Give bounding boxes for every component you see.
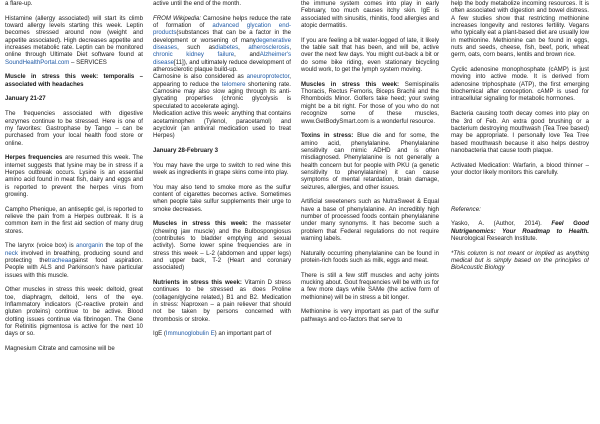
telomere-link[interactable]: telomere — [221, 80, 246, 88]
reference-heading: Reference: — [451, 205, 481, 213]
paragraph — [153, 220, 291, 271]
paragraph: help the body metabolize incoming resources. It is often associated with digestion and bowel distress. A few studies show that restricting methionine increases longevity and restores fertility. Vegans who typically eat a plant-based diet are usually low in methionine. Methionine can be found in eggs, nuts and seeds, cheese, fish, beef, pork, wheat germ, oats, corn beans, lentils and brown rice. — [451, 0, 589, 59]
bold-lead: Nutrients in stress this week: — [153, 279, 242, 287]
kidney-failure-link[interactable]: chronic kidney failure — [153, 51, 235, 59]
atherosclerosis-link[interactable]: atherosclerosis — [248, 44, 290, 52]
paragraph: Methionine is very important as part of the sulfur pathways and co-factors that serve to — [301, 308, 439, 323]
text: [11]), and ultimately reduce development of atherosclerotic plaque build-up. — [153, 58, 291, 74]
text: Yasko, A. (Author, 2014). — [451, 220, 552, 228]
paragraph: a flare-up. — [5, 0, 33, 7]
paragraph: Artificial sweeteners such as NutraSweet & Equal have a base of phenylalanine. An incredibly high number of processed foods contain phenylalanine under many synonyms. It has become such a problem that Federal regulations do not require warning labels. — [301, 198, 439, 242]
date-heading: January 21-27 — [5, 95, 46, 103]
text: Carnosine helps reduce the rate of formation of — [153, 14, 291, 30]
text: Neurological Research Institute. — [451, 235, 538, 242]
diabetes-link[interactable]: diabetes — [215, 44, 239, 52]
paragraph — [153, 279, 291, 323]
neck-link[interactable]: neck — [5, 249, 18, 257]
reference-citation — [451, 220, 589, 242]
text: Vitamin D stress continues to be stressed as does Proline (collagen/glycine related,) B1 and B2. Medication in stress: Naproxen – a pain reliever that should not be taken by persons concerned with thrombosis or stroke. — [153, 279, 291, 323]
text: The larynx (voice box) is — [5, 242, 76, 250]
disclaimer-note: *This column is not meant or implied as anything medical but is simply based on the principles of BioAcoustic Biology — [451, 249, 589, 272]
paragraph: the immune system comes into play in early February, too much causes itchy skin. IgE is associated with sinusitis, rhinitis, food allergies and atopic dermatitis. — [301, 0, 439, 30]
text: shortening rate. Carnosine may also slow aging through its anti-glycating properties (chronic glycolysis is speculated to accelerate aging). — [153, 80, 291, 110]
text: Semispinalis Thoracis, Rectus Femoris, Biceps Brachii and the Rhomboids Minor. Golfers take heed; your swing might be a bit right. For those of you who do not recognize some of these muscles, www.GetBodySmart.com is a wonderful resource. — [301, 80, 439, 125]
immunoglobulin-link[interactable]: Immunoglobulin E — [165, 330, 215, 338]
text: , such as — [177, 44, 216, 52]
paragraph — [5, 242, 143, 279]
paragraph: Cyclic adenosine monophosphate (cAMP) is just moving into active mode. It is derived from adenosine triphosphate (ATP), the first emerging biochemical after conception. cAMP is used for intracellular signaling for metabolic hormones. — [451, 66, 589, 103]
paragraph: Campho Phenique, an antiseptic gel, is reported to relieve the pain from a Herpes outbreak. It is a common item in the first aid section of many drug stores. — [5, 205, 143, 235]
column-1 — [5, 0, 143, 424]
paragraph: active until the end of the month. — [153, 0, 242, 7]
text: (substances that can be a factor in the development or worsening of many — [153, 29, 291, 44]
paragraph: You may also tend to smoke more as the sulfur content of cigarettes becomes active. Sometimes when people take sulfur supplements their urge to smoke decreases. — [153, 183, 291, 213]
text: the masseter (chewing jaw muscle) and the Bulbospongiosus (contributes to bladder emptying and sexual activity). Some lower spine frequencies are in stress this week – L-2 (abdomen and upper legs) and upper back, T-2 (Heart and coronary associated) — [153, 220, 291, 272]
paragraph: Other muscles in stress this week: deltoid, great toe, diaphragm, deltoid, lens of the eye. Inflammatory indicators (C-reactive protein and gluten proteins) continue to be active. Blood clotting issues continue via fibrinogen. The Gene for Retinitis pigmentosa is active for the next 10 days or so. — [5, 286, 143, 338]
text: , — [289, 44, 291, 52]
paragraph: Medication active this week: anything that contains acetaminophen (Tylenol, paracetamol) and acyclovir (an antiviral medication used to treat Herpes) — [153, 110, 291, 140]
column-4 — [451, 0, 589, 424]
text: involved in breathing, producing sound and protecting the — [5, 249, 143, 265]
wikipedia-source: FROM Wikipedia: — [153, 14, 202, 22]
text: , and — [234, 51, 260, 59]
paragraph: Naturally occurring phenylalanine can be found in protein-rich foods such as milk, eggs and meat. — [301, 249, 439, 265]
organ-link[interactable]: anorganin — [76, 242, 104, 250]
trachea-link[interactable]: tracheaa — [47, 257, 72, 265]
paragraph: Activated Medication: Warfarin, a blood thinner – your doctor likely monitors this carefully. — [451, 161, 589, 176]
paragraph — [153, 15, 291, 74]
paragraph: There is still a few stiff muscles and achy joints mucking about. Gout frequencies will be with us for a few more days while SAMe (the active form of methionine) will be in stress a bit longer. — [301, 271, 439, 301]
text: are resumed this week. The internet suggests that lysine may be in stress if a Herpes outbreak occurs. Lysine is an essential amino acid found in meat fish, dairy and eggs and is reported to prevent the herpes virus from growing. — [5, 154, 143, 198]
paragraph — [301, 132, 439, 191]
text: the top of the — [103, 242, 143, 250]
text: , — [238, 44, 249, 52]
bold-lead: Herpes frequencies — [5, 154, 63, 162]
text: IgE ( — [153, 330, 166, 338]
alzheimers-link[interactable]: Alzheimer's disease — [153, 51, 291, 66]
spacer — [451, 198, 589, 205]
paragraph: Bacteria causing tooth decay comes into play on the 3rd of Feb. An extra good brushing or a bacterium destroying mouthwash (Tea Tree based) may be appropriate. I personally love Tea Tree based mouthwash because it also helps destroy nanobacteria that cause tooth plaque. — [451, 110, 589, 154]
soundhealthportal-link[interactable]: SoundHealthPortal.com — [5, 58, 70, 66]
column-2 — [153, 0, 291, 424]
glycation-link[interactable]: advanced glycation end-products — [153, 22, 291, 37]
paragraph: If you are feeling a bit water-logged of late, it likely the table salt that has been, and will be, active over the next few days. You might cut-back a bit or do some bike riding, even stationary bicycling would work, to get the lymph system moving. — [301, 36, 439, 74]
spacer — [451, 184, 589, 199]
bold-lead: Toxins in stress: — [301, 132, 354, 140]
text: gainst food aspiration. People with ALS and Parkinson's have particular issues with this muscle. — [5, 257, 143, 279]
neuroprotector-link[interactable]: aneuroprotector — [246, 73, 290, 81]
text: Carnosine is also considered as — [153, 73, 247, 81]
bold-lead: Muscles in stress this week: — [301, 80, 400, 88]
degenerative-diseases-link[interactable]: degenerative diseases — [153, 36, 291, 52]
paragraph — [5, 15, 143, 66]
text: Histamine (allergy associated) will start its climb toward allergy levels starting this week. Leptin becomes stressed around now (weight and appetite associated). High decreases appetite and increases metabolic rate. Leptin can be monitored online through Ultimate Diet software found at — [5, 14, 143, 59]
paragraph: You may have the urge to switch to red wine this week as ingredients in grape skins come into play. — [153, 161, 291, 176]
paragraph — [301, 81, 439, 125]
text: ) an important part of — [214, 330, 272, 338]
date-heading: January 28-February 3 — [153, 146, 219, 154]
paragraph — [153, 330, 291, 337]
column-3 — [301, 0, 439, 424]
text: Blue die and for some, the amino acid, phenylalanine. Phenylalanine sensitivity can mimic ADHD and is often misdiagnosed. Phenylalanine is not generally a health concern but for people with PKU (a genetic sensitivity to phenylalanine) it can cause symptoms of mental retardation, brain damage, seizures, allergies, and other issues. — [301, 132, 439, 191]
text: , appearing to reduce the — [153, 73, 291, 88]
paragraph — [5, 154, 143, 198]
paragraph: Magnesium Citrate and carnosine will be — [5, 345, 115, 353]
text: – SERVICES — [69, 58, 107, 66]
section-heading: Muscle in stress this week: temporalis – associated with headaches — [5, 73, 143, 88]
paragraph: The frequencies associated with digestive enzymes continue to be stressed. Here is one of my favorites: Gastrophase by Tango – can be purchased from your local health food store or online. — [5, 110, 143, 147]
bold-lead: Muscles in stress this week: — [153, 220, 248, 228]
paragraph — [153, 73, 291, 110]
book-title: Feel Good Nutrigenomics: Your Roadmap to Health. — [451, 220, 589, 235]
